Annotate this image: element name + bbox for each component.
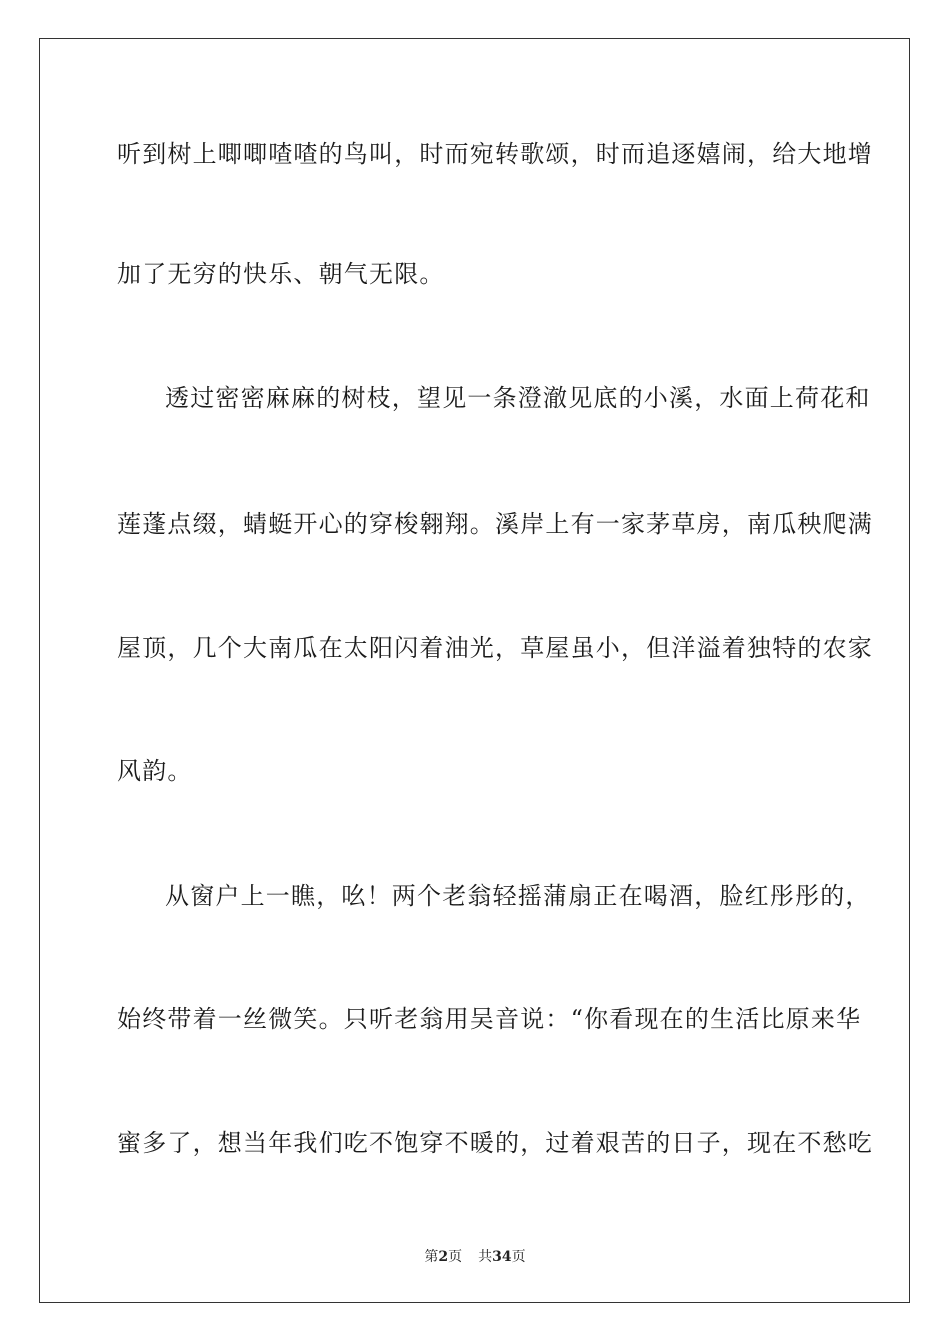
footer-total-pages: 34 [492,1249,512,1265]
footer-page-suffix: 页 [448,1249,463,1265]
footer-page-prefix: 第 [424,1249,439,1265]
text-line-2: 加了无穷的快乐、朝气无限。 [117,260,445,288]
footer-total-suffix: 页 [511,1249,526,1265]
text-line-4: 莲蓬点缀，蜻蜓开心的穿梭翱翔。溪岸上有一家茅草房，南瓜秧爬满 [117,510,873,538]
footer-page-number: 2 [438,1249,449,1265]
footer-total-prefix: 共 [478,1249,493,1265]
page-frame [39,38,910,1303]
text-line-5: 屋顶，几个大南瓜在太阳闪着油光，草屋虽小，但洋溢着独特的农家 [117,634,873,662]
page-footer [0,1246,950,1266]
text-line-9: 蜜多了，想当年我们吃不饱穿不暖的，过着艰苦的日子，现在不愁吃 [117,1129,873,1157]
text-line-1: 听到树上唧唧喳喳的鸟叫，时而宛转歌颂，时而追逐嬉闹，给大地增 [117,140,873,168]
text-line-8: 始终带着一丝微笑。只听老翁用吴音说：“你看现在的生活比原来华 [117,1005,862,1033]
text-line-6: 风韵。 [117,757,193,785]
text-line-7: 从窗户上一瞧，吆！两个老翁轻摇蒲扇正在喝酒，脸红彤彤的， [165,882,871,910]
text-line-3: 透过密密麻麻的树枝，望见一条澄澈见底的小溪，水面上荷花和 [165,384,871,412]
